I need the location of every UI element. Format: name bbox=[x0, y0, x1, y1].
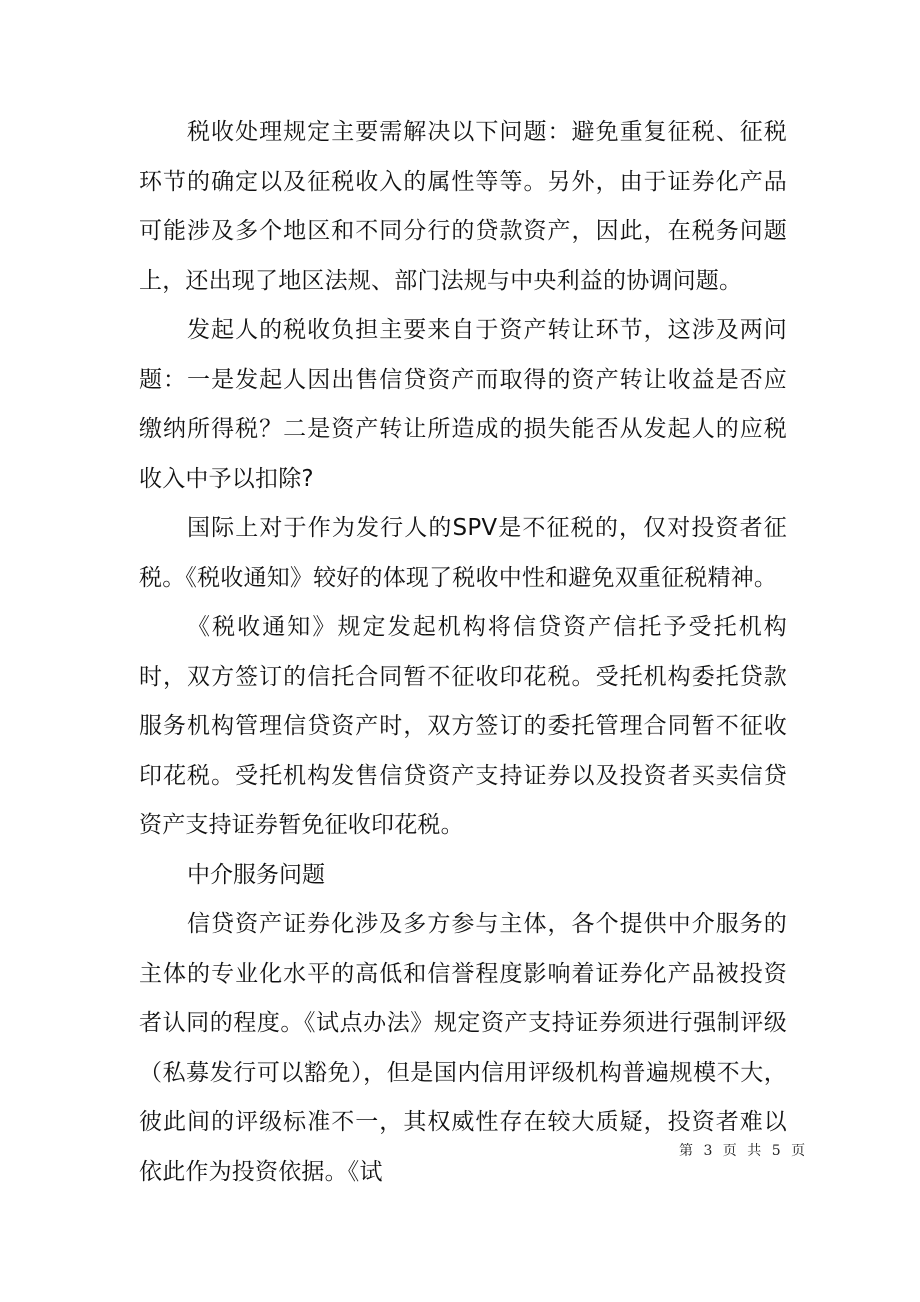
paragraph-intermediary-services: 信贷资产证券化涉及多方参与主体，各个提供中介服务的主体的专业化水平的高低和信誉程度影响着证券化产品被投资者认同的程度。《试点办法》规定资产支持证券须进行强制评级（私募发行可以豁免），但是国内信用评级机构普遍规模不大，彼此间的评级标准不一，其权威性存在较大质疑，投资者难以依此作为投资依据。《试 bbox=[139, 911, 787, 1185]
paragraph-stamp-duty: 《税收通知》规定发起机构将信贷资产信托予受托机构时，双方签订的信托合同暂不征收印花税。受托机构委托贷款服务机构管理信贷资产时，双方签订的委托管理合同暂不征收印花税。受托机构发售信贷资产支持证券以及投资者买卖信贷资产支持证券暂免征收印花税。 bbox=[139, 614, 787, 838]
page-number: 第 3 页 共 5 页 bbox=[679, 1143, 809, 1159]
section-heading: 中介服务问题 bbox=[187, 861, 325, 888]
paragraph-spv-tax: 国际上对于作为发行人的SPV是不征税的，仅对投资者征税。《税收通知》较好的体现了税收中性和避免双重征税精神。 bbox=[139, 515, 787, 591]
document-body bbox=[139, 108, 787, 1197]
paragraph-tax-issues: 税收处理规定主要需解决以下问题：避免重复征税、征税环节的确定以及征税收入的属性等等。另外，由于证券化产品可能涉及多个地区和不同分行的贷款资产，因此，在税务问题上，还出现了地区法规、部门法规与中央利益的协调问题。 bbox=[139, 119, 787, 294]
paragraph-originator-tax: 发起人的税收负担主要来自于资产转让环节，这涉及两问题：一是发起人因出售信贷资产而取得的资产转让收益是否应缴纳所得税？二是资产转让所造成的损失能否从发起人的应税收入中予以扣除? bbox=[139, 317, 787, 492]
